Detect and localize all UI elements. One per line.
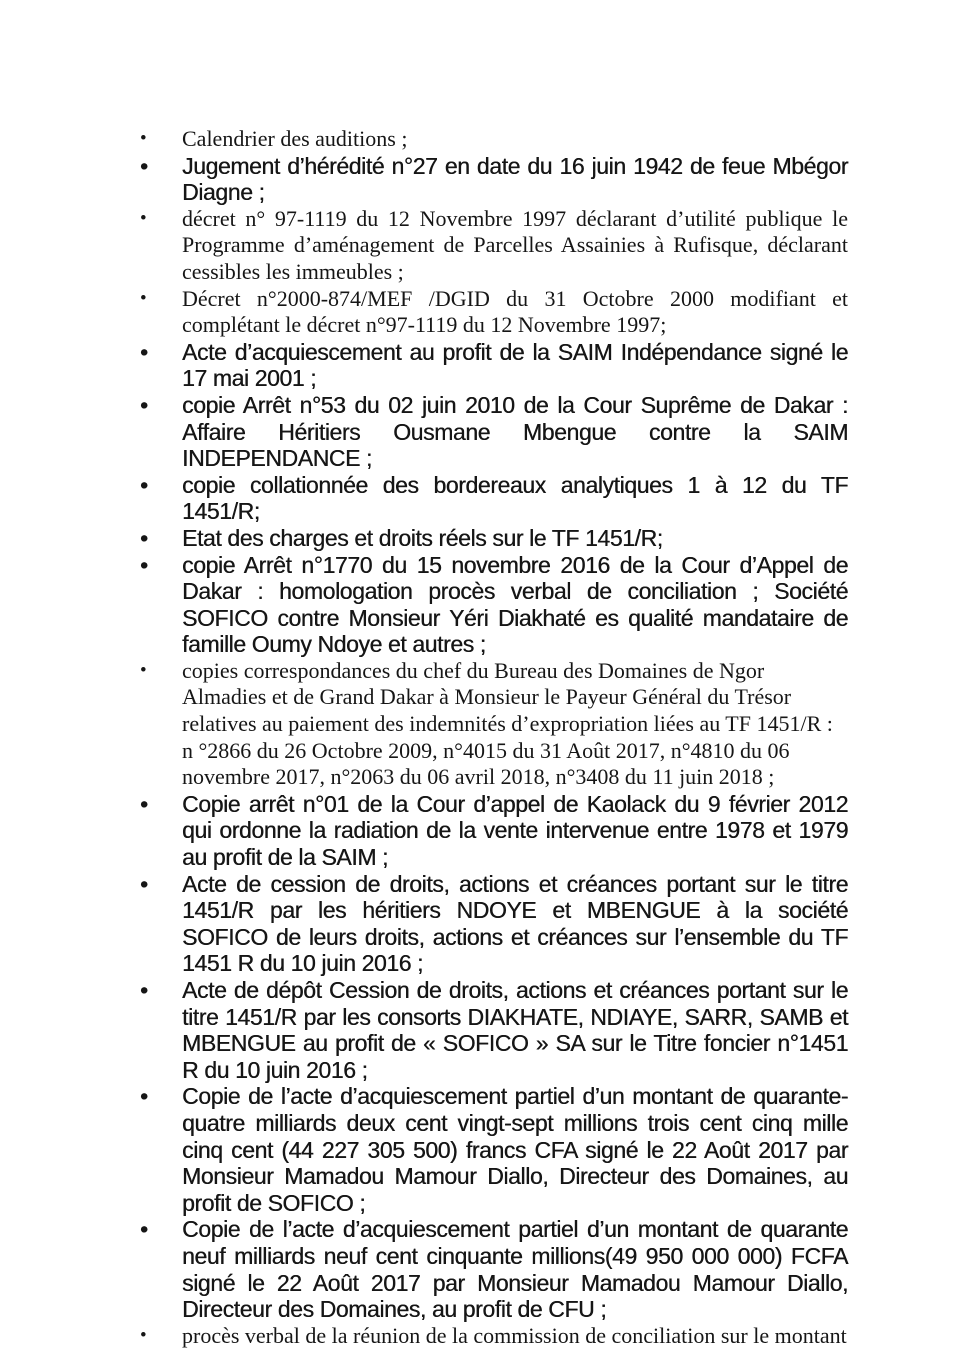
list-item-text: copie Arrêt n°1770 du 15 novembre 2016 de la Cour d’Appel de Dakar : homologation procès verbal de conciliation ; Société SOFICO contre Monsieur Yéri Diakhaté es qualité mandataire de famille Oumy Ndoye et autres ; <box>182 551 848 658</box>
bullet-marker-icon: • <box>140 551 148 578</box>
bullet-marker-icon: • <box>140 659 147 681</box>
list-item-text: Copie de l’acte d’acquiescement partiel d’un montant de quarante-quatre milliards deux cent vingt-sept millions trois cent cinq mille cinq cent (44 227 305 500) francs CFA signé le 22 Août 2017 par Monsieur Mamadou Mamour Diallo, Directeur des Domaines, au profit de SOFICO ; <box>182 1083 848 1216</box>
bullet-marker-icon: • <box>140 1216 148 1243</box>
list-item-text: Jugement d’hérédité n°27 en date du 16 juin 1942 de feue Mbégor Diagne ; <box>182 152 848 206</box>
bullet-marker-icon: • <box>140 1324 147 1346</box>
bullet-marker-icon: • <box>140 524 148 551</box>
list-item-text: Acte d’acquiescement au profit de la SAIM Indépendance signé le 17 mai 2001 ; <box>182 338 848 392</box>
list-item-text: Etat des charges et droits réels sur le TF 1451/R; <box>182 524 663 551</box>
list-item <box>140 658 848 791</box>
bullet-marker-icon: • <box>140 391 148 418</box>
list-item-text: Décret n°2000-874/MEF /DGID du 31 Octobre 2000 modifiant et complétant le décret n°97-1119 du 12 Novembre 1997; <box>182 285 848 338</box>
list-item-text: Calendrier des auditions ; <box>182 126 408 151</box>
bullet-marker-icon: • <box>140 152 148 179</box>
list-item <box>140 153 848 206</box>
bullet-marker-icon: • <box>140 128 147 149</box>
exhibit-list <box>140 126 848 1349</box>
list-item <box>140 392 848 472</box>
list-item <box>140 472 848 525</box>
list-item-text: Acte de dépôt Cession de droits, actions et créances portant sur le titre 1451/R par les consorts DIAKHATE, NDIAYE, SARR, SAMB et MBENGUE au profit de « SOFICO » SA sur le Titre foncier n°1451 R du 10 juin 2016 ; <box>182 977 848 1083</box>
list-item-text: Acte de cession de droits, actions et créances portant sur le titre 1451/R par les héritiers NDOYE et MBENGUE à la société SOFICO de leurs droits, actions et créances sur l’ensemble du TF 1451 R du 10 juin 2016 ; <box>182 870 848 977</box>
bullet-marker-icon: • <box>140 870 148 897</box>
list-item <box>140 525 848 552</box>
list-item <box>140 552 848 658</box>
list-item-text: copie collationnée des bordereaux analytiques 1 à 12 du TF 1451/R; <box>182 471 848 525</box>
bullet-marker-icon: • <box>140 790 148 817</box>
list-item <box>140 206 848 286</box>
list-item <box>140 871 848 977</box>
bullet-marker-icon: • <box>140 471 148 498</box>
list-item <box>140 286 848 339</box>
bullet-marker-icon: • <box>140 338 148 365</box>
bullet-marker-icon: • <box>140 207 147 229</box>
list-item-text: décret n° 97-1119 du 12 Novembre 1997 déclarant d’utilité publique le Programme d’aménagement de Parcelles Assainies à Rufisque, déclarant cessibles les immeubles ; <box>182 205 848 284</box>
bullet-marker-icon: • <box>140 977 148 1003</box>
list-item <box>140 977 848 1083</box>
bullet-marker-icon: • <box>140 1083 148 1110</box>
list-item-text: copies correspondances du chef du Bureau des Domaines de Ngor Almadies et de Grand Dakar à Monsieur le Payeur Général du Trésor relatives au paiement des indemnités d’expropriation liées au TF 1451/R : n °2866 du 26 Octobre 2009, n°4015 du 31 Août 2017, n°4810 du 06 novembre 2017, n°2063 du 06 avril 2018, n°3408 du 11 juin 2018 ; <box>182 657 833 790</box>
list-item <box>140 126 848 153</box>
list-item-text: procès verbal de la réunion de la commission de conciliation sur le montant <box>182 1322 847 1348</box>
list-item <box>140 339 848 392</box>
list-item-text: Copie arrêt n°01 de la Cour d’appel de Kaolack du 9 février 2012 qui ordonne la radiation de la vente intervenue entre 1978 et 1979 au profit de la SAIM ; <box>182 790 848 871</box>
list-item-text: Copie de l’acte d’acquiescement partiel d’un montant de quarante neuf milliards neuf cent cinquante millions(49 950 000 000) FCFA signé le 22 Août 2017 par Monsieur Mamadou Mamour Diallo, Directeur des Domaines, au profit de CFU ; <box>182 1216 848 1323</box>
list-item <box>140 1323 848 1350</box>
list-item-text: copie Arrêt n°53 du 02 juin 2010 de la Cour Suprême de Dakar : Affaire Héritiers Ousmane Mbengue contre la SAIM INDEPENDANCE ; <box>182 391 848 472</box>
list-item <box>140 791 848 871</box>
list-item <box>140 1083 848 1216</box>
bullet-marker-icon: • <box>140 287 147 309</box>
list-item <box>140 1216 848 1322</box>
